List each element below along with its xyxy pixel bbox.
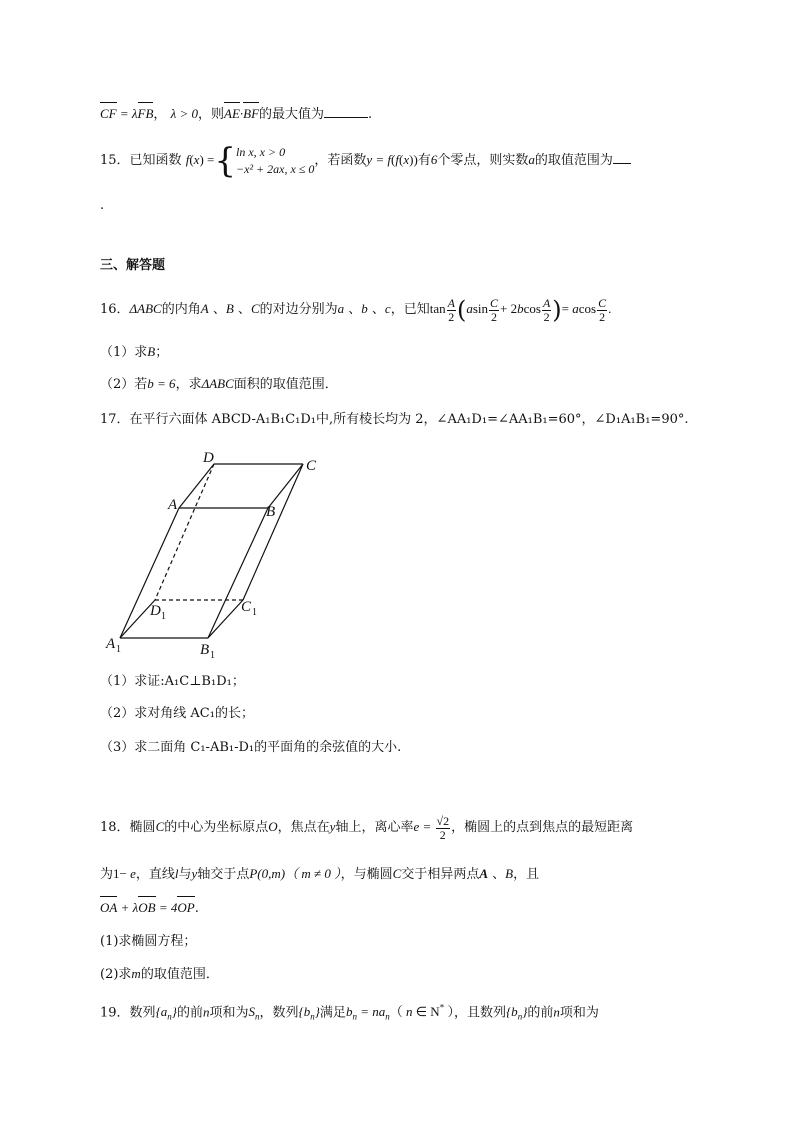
parallelepiped-figure: [100, 448, 330, 668]
q18-line2: 为1− e，直线l与y轴交于点P(0,m)（ m ≠ 0 ），与椭圆C交于相异两点A 、B，且: [100, 866, 540, 882]
point-p: P(0,m): [249, 866, 286, 881]
q16-text: ，已知: [390, 302, 430, 317]
q18-sub2: (2)求m的取值范围．: [100, 966, 219, 982]
q15-text: ，若函数: [314, 153, 367, 168]
q17-sub1: （1）求证:A₁C⊥B₁D₁；: [100, 674, 245, 689]
q14-vector-eq: CF = λFB: [100, 106, 153, 121]
q14-lambda: λ > 0: [170, 106, 198, 121]
q14-text: ，: [153, 107, 167, 122]
q16-text: 的对边分别为: [259, 302, 338, 317]
q14-period: .: [368, 107, 373, 122]
q14-text: ，则: [197, 107, 224, 122]
q16-line: 16．ΔABC的内角A 、B 、C的对边分别为a 、b 、c，已知tan $\frac{A}{2}$ (asin $\frac{C}{2}$ + 2bcos $\frac{A}{2}$ )= acos $\frac{C}{2}$ .: [100, 295, 612, 325]
edge-dd1-hidden: [155, 464, 214, 600]
edge-bb1: [208, 508, 268, 638]
edge-cc1: [243, 464, 303, 600]
answer-blank: [324, 105, 368, 118]
edge-bc: [268, 464, 303, 508]
q15-zeros: 6: [430, 152, 438, 167]
label-a: A: [168, 497, 178, 513]
eccentricity: e = $\frac{√2}{2}$: [413, 813, 450, 842]
q15-text: 的取值范围为: [534, 153, 613, 168]
label-b: B: [266, 504, 276, 520]
q14-vector-dot: AE·BF: [224, 106, 259, 121]
q15-number: 15．: [100, 153, 130, 168]
q15-text: 个零点，则实数: [437, 153, 529, 168]
q19-line: 19．数列$\{a_n\}$的前n项和为$S_n$，数列$\{b_n\}$满足$b_n = na_n$（ n ∈ N* ），且数列$\{b_n\}$的前n项和为: [100, 1003, 599, 1022]
q15-line: 15．已知函数 f(x) ={ ln x, x > 0 −x² + 2ax, x ≤ 0 ，若函数y = f(f(x))有6个零点，则实数a的取值范围为: [100, 142, 631, 179]
q18-sub1: (1)求椭圆方程；: [100, 934, 197, 949]
section-heading: 三、解答题: [100, 258, 166, 273]
q15-cases: ln x, x > 0 −x² + 2ax, x ≤ 0: [236, 144, 315, 176]
label-c1: C: [241, 599, 252, 615]
label-a1-sub: 1: [116, 644, 121, 655]
q17-sub2: （2）求对角线 AC₁的长；: [100, 706, 254, 721]
label-d: D: [203, 450, 214, 466]
q16-text: 的内角: [161, 302, 201, 317]
q14-tail-line: [100, 104, 372, 125]
q15-text: 有: [417, 153, 431, 168]
answer-blank: [613, 151, 631, 164]
label-b1-sub: 1: [210, 650, 215, 661]
triangle-abc: ΔABC: [129, 301, 162, 316]
q14-text: 的最大值为: [259, 107, 325, 122]
q18-line1: 18．椭圆C的中心为坐标原点O，焦点在y轴上，离心率e = $\frac{√2}{2}$ ，椭圆上的点到焦点的最短距离: [100, 813, 634, 842]
q15-var: a: [528, 152, 535, 167]
q17-sub3: （3）求二面角 C₁-AB₁-D₁的平面角的余弦值的大小.: [100, 740, 402, 755]
brace-symbol: {: [214, 140, 237, 181]
label-a1: A: [106, 636, 116, 652]
q15-period: .: [100, 198, 105, 213]
q15-text: 已知函数: [129, 153, 182, 168]
q16-equation: tan $\frac{A}{2}$ (asin $\frac{C}{2}$ + 2bcos $\frac{A}{2}$ )= acos $\frac{C}{2}$ .: [429, 295, 612, 325]
label-d1: D: [150, 603, 161, 619]
q18-vector-eq: OA + λOB = 4OP: [100, 900, 195, 915]
label-b1: B: [200, 642, 210, 658]
q15-period-line: [100, 196, 104, 216]
label-c1-sub: 1: [252, 607, 257, 618]
q18-line3: OA + λOB = 4OP.: [100, 900, 199, 916]
q15-composite: y = f(f(x)): [366, 152, 418, 167]
q16-number: 16．: [100, 302, 130, 317]
edge-ad: [179, 464, 214, 508]
label-c: C: [306, 458, 317, 474]
q15-fx: f: [185, 152, 190, 167]
label-d1-sub: 1: [161, 611, 166, 622]
q16-sub2: （2）若b = 6，求ΔABC面积的取值范围．: [100, 376, 338, 392]
q16-sub1: （1）求B；: [100, 344, 169, 360]
q17-line: 17．在平行六面体 ABCD-A₁B₁C₁D₁中,所有棱长均为 2，∠AA₁D₁=∠AA₁B₁=60°，∠D₁A₁B₁=90°.: [100, 412, 689, 427]
edge-b1c1: [208, 600, 243, 638]
